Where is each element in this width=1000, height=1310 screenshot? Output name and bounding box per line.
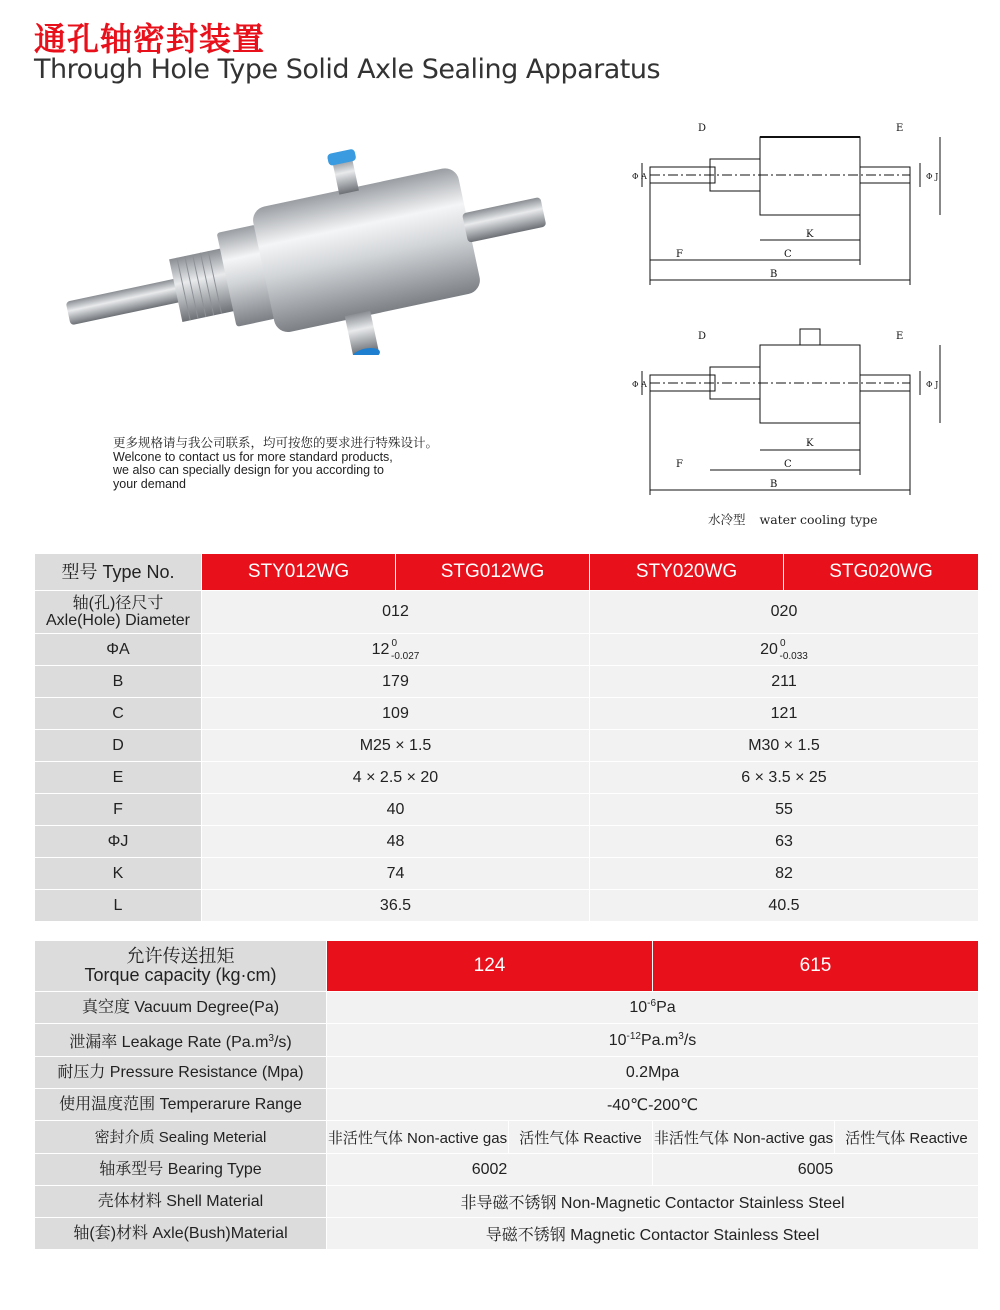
tolerance-base: 20: [760, 640, 778, 658]
table-cell: 活性气体 Reactive: [509, 1121, 653, 1154]
table-cell: 6005: [653, 1154, 979, 1186]
table-row: [35, 1154, 979, 1186]
table-cell: M25 × 1.5: [202, 730, 590, 762]
model-header: STY020WG: [590, 554, 784, 591]
row-label: K: [35, 858, 202, 890]
value-unit: /s: [683, 1031, 697, 1049]
row-label: 壳体材料 Shell Material: [35, 1186, 327, 1218]
table-row: [35, 1186, 979, 1218]
table-row: [35, 730, 979, 762]
row-label: F: [35, 794, 202, 826]
label-b-top: B: [770, 269, 778, 280]
table-row: [35, 1121, 979, 1154]
note-line-en-3: your demand: [113, 476, 186, 491]
value-unit: Pa: [656, 999, 676, 1016]
table-cell: 非活性气体 Non-active gas: [653, 1121, 835, 1154]
value-unit: Pa.m: [640, 1031, 679, 1049]
value-unit-exponent: 3: [678, 1030, 684, 1042]
model-header: STY012WG: [202, 554, 396, 591]
product-photo: [50, 140, 550, 355]
label-f-top: F: [676, 249, 683, 260]
table-cell: 40: [202, 794, 590, 826]
table-cell: 导磁不锈钢 Magnetic Contactor Stainless Steel: [327, 1218, 979, 1250]
tolerance-upper: 0: [779, 637, 786, 649]
table-row: [35, 634, 979, 666]
value-exponent: -12: [626, 1030, 641, 1042]
table-row: [35, 1089, 979, 1121]
torque-label: [35, 941, 327, 992]
table-cell: 63: [590, 826, 979, 858]
table-row: [35, 890, 979, 922]
table-row: [35, 858, 979, 890]
table-cell: -40℃-200℃: [327, 1089, 979, 1121]
page-title-en: Through Hole Type Solid Axle Sealing Apparatus: [34, 54, 661, 85]
table-cell: [327, 1024, 979, 1057]
table-cell: M30 × 1.5: [590, 730, 979, 762]
table-cell: [590, 634, 979, 666]
spec-table: [34, 553, 979, 922]
tolerance-lower: -0.033: [779, 650, 808, 662]
model-header: STG020WG: [784, 554, 979, 591]
contact-note: [113, 437, 438, 491]
row-label: C: [35, 698, 202, 730]
row-label: 轴承型号 Bearing Type: [35, 1154, 327, 1186]
label-e-bottom: E: [896, 331, 904, 342]
caption-cn: 水冷型: [708, 512, 746, 527]
torque-row: [35, 941, 979, 992]
torque-label-cn: 允许传送扭矩: [126, 946, 235, 966]
label-k-bottom: K: [806, 438, 814, 449]
value-exponent: -6: [647, 998, 657, 1009]
table-cell: [202, 634, 590, 666]
row-label: 耐压力 Pressure Resistance (Mpa): [35, 1057, 327, 1089]
table-cell: 非导磁不锈钢 Non-Magnetic Contactor Stainless Steel: [327, 1186, 979, 1218]
label-b-bottom: B: [770, 479, 778, 490]
row-label: 真空度 Vacuum Degree(Pa): [35, 992, 327, 1024]
table-row: [35, 1057, 979, 1089]
note-line-en-1: Welcone to contact us for more standard products,: [113, 449, 393, 464]
label-d-top: D: [698, 123, 707, 134]
table-cell: 82: [590, 858, 979, 890]
table-cell: 0.2Mpa: [327, 1057, 979, 1089]
label-c-bottom: C: [784, 459, 792, 470]
spec-header-row: [35, 554, 979, 591]
label-phi-j-top: Φ J: [926, 172, 939, 181]
torque-label-en: Torque capacity (kg·cm): [84, 965, 277, 985]
table-row: [35, 794, 979, 826]
table-row: [35, 1024, 979, 1057]
table-cell: 活性气体 Reactive: [835, 1121, 979, 1154]
table-cell: 6002: [327, 1154, 653, 1186]
row-label: E: [35, 762, 202, 794]
table-cell: 40.5: [590, 890, 979, 922]
row-label: ΦA: [35, 634, 202, 666]
tolerance-upper: 0: [391, 637, 397, 649]
table-cell: 55: [590, 794, 979, 826]
label-f-bottom: F: [676, 459, 683, 470]
technical-drawing: [620, 115, 960, 505]
row-label: [35, 1024, 327, 1057]
table-row: [35, 1218, 979, 1250]
table-cell: 179: [202, 666, 590, 698]
label-part: /s): [273, 1033, 292, 1051]
note-line-en-2: we also can specially design for you according to: [113, 463, 384, 477]
row-label: 轴(套)材料 Axle(Bush)Material: [35, 1218, 327, 1250]
table-cell: 121: [590, 698, 979, 730]
label-d-bottom: D: [698, 331, 707, 342]
table-row: [35, 826, 979, 858]
row-label: 使用温度范围 Temperarure Range: [35, 1089, 327, 1121]
drawing-standard: [642, 137, 940, 285]
table-cell: 48: [202, 826, 590, 858]
drawing-water-cooling: [642, 329, 940, 495]
row-label-cn: 轴(孔)径尺寸: [72, 595, 164, 612]
table-cell: 36.5: [202, 890, 590, 922]
table-row: [35, 992, 979, 1024]
table-cell: 6 × 3.5 × 25: [590, 762, 979, 794]
table-cell: 74: [202, 858, 590, 890]
label-c-top: C: [784, 249, 792, 260]
model-header: STG012WG: [396, 554, 590, 591]
table-row: [35, 762, 979, 794]
label-part: 泄漏率 Leakage Rate (Pa.m: [69, 1033, 269, 1051]
row-label: D: [35, 730, 202, 762]
label-phi-a-bottom: Φ A: [632, 380, 647, 389]
table-cell: 211: [590, 666, 979, 698]
table-cell: 012: [202, 591, 590, 634]
value-base: 10: [629, 999, 648, 1016]
tolerance-lower: -0.027: [391, 650, 420, 662]
label-k-top: K: [806, 229, 814, 240]
value-base: 10: [608, 1031, 627, 1049]
tolerance-base: 12: [371, 640, 390, 658]
caption-en: water cooling type: [759, 512, 878, 527]
page-title-cn: 通孔轴密封装置: [34, 20, 266, 58]
row-label-axle: [35, 591, 202, 634]
drawing-caption: [708, 510, 878, 528]
type-no-header: 型号 Type No.: [35, 554, 202, 591]
note-line-cn: 更多规格请与我公司联系，均可按您的要求进行特殊设计。: [113, 436, 439, 450]
row-label: L: [35, 890, 202, 922]
table-cell: [327, 992, 979, 1024]
row-label-en: Axle(Hole) Diameter: [45, 612, 191, 629]
performance-table: [34, 940, 979, 1250]
table-row: [35, 666, 979, 698]
table-cell: 020: [590, 591, 979, 634]
table-cell: 109: [202, 698, 590, 730]
table-row: [35, 698, 979, 730]
torque-value: 615: [653, 941, 979, 992]
label-e-top: E: [896, 123, 904, 134]
row-label: B: [35, 666, 202, 698]
row-label: ΦJ: [35, 826, 202, 858]
table-row: [35, 591, 979, 634]
label-phi-j-bottom: Φ J: [926, 380, 939, 389]
row-label: 密封介质 Sealing Meterial: [35, 1121, 327, 1154]
label-exponent: 3: [268, 1032, 274, 1044]
table-cell: 非活性气体 Non-active gas: [327, 1121, 509, 1154]
table-cell: 4 × 2.5 × 20: [202, 762, 590, 794]
label-phi-a-top: Φ A: [632, 172, 647, 181]
torque-value: 124: [327, 941, 653, 992]
